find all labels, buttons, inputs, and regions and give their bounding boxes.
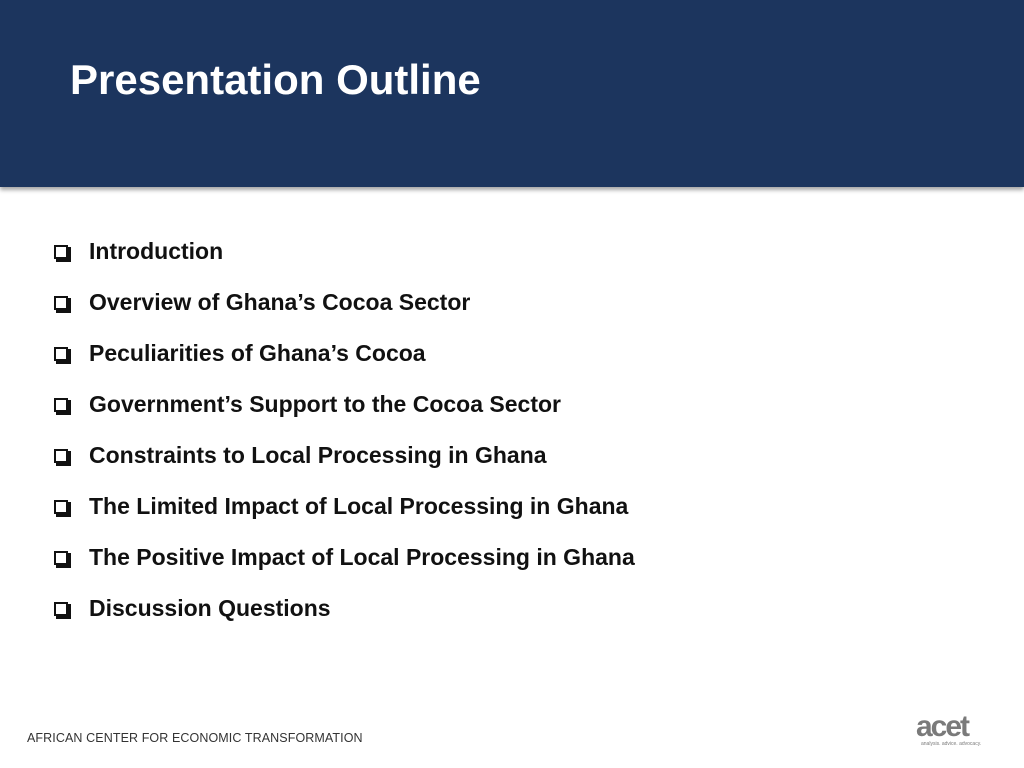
footer-organization: AFRICAN CENTER FOR ECONOMIC TRANSFORMATION bbox=[27, 731, 363, 745]
checkbox-icon bbox=[54, 296, 68, 310]
outline-item-label: Government’s Support to the Cocoa Sector bbox=[89, 391, 561, 417]
outline-item bbox=[54, 277, 635, 328]
outline-list bbox=[54, 226, 635, 634]
outline-item bbox=[54, 481, 635, 532]
checkbox-icon bbox=[54, 500, 68, 514]
outline-item bbox=[54, 532, 635, 583]
outline-item-label: Constraints to Local Processing in Ghana bbox=[89, 442, 547, 468]
outline-item-label: Peculiarities of Ghana’s Cocoa bbox=[89, 340, 426, 366]
checkbox-icon bbox=[54, 602, 68, 616]
outline-item bbox=[54, 430, 635, 481]
outline-item-label: The Positive Impact of Local Processing in Ghana bbox=[89, 544, 635, 570]
checkbox-icon bbox=[54, 398, 68, 412]
outline-item-label: Introduction bbox=[89, 238, 224, 264]
outline-item-label: Discussion Questions bbox=[89, 595, 331, 621]
outline-item-label: The Limited Impact of Local Processing in Ghana bbox=[89, 493, 629, 519]
outline-item bbox=[54, 379, 635, 430]
checkbox-icon bbox=[54, 245, 68, 259]
logo-tagline: analysis. advice. advocacy. bbox=[921, 741, 982, 747]
slide-title: Presentation Outline bbox=[70, 56, 481, 103]
logo-wordmark: acet bbox=[916, 710, 969, 743]
checkbox-icon bbox=[54, 551, 68, 565]
checkbox-icon bbox=[54, 347, 68, 361]
title-banner bbox=[0, 0, 1024, 187]
outline-item bbox=[54, 226, 635, 277]
checkbox-icon bbox=[54, 449, 68, 463]
outline-item bbox=[54, 328, 635, 379]
outline-item bbox=[54, 583, 635, 634]
acet-logo bbox=[916, 712, 994, 750]
outline-item-label: Overview of Ghana’s Cocoa Sector bbox=[89, 289, 471, 315]
